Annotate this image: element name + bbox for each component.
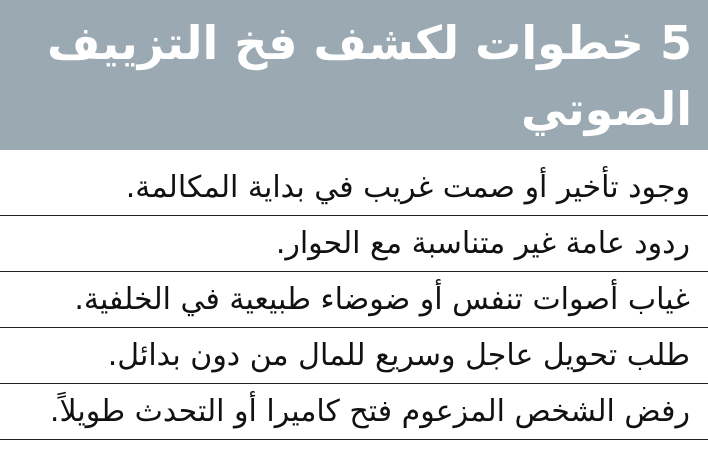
steps-list [0, 160, 708, 440]
list-item: غياب أصوات تنفس أو ضوضاء طبيعية في الخلفية. [0, 272, 708, 328]
list-item: وجود تأخير أو صمت غريب في بداية المكالمة. [0, 160, 708, 216]
list-item: ردود عامة غير متناسبة مع الحوار. [0, 216, 708, 272]
title-banner [0, 0, 708, 150]
list-item: طلب تحويل عاجل وسريع للمال من دون بدائل. [0, 328, 708, 384]
page-title: 5 خطوات لكشف فخ التزييف الصوتي [46, 16, 692, 136]
list-item: رفض الشخص المزعوم فتح كاميرا أو التحدث طويلاً. [0, 384, 708, 440]
